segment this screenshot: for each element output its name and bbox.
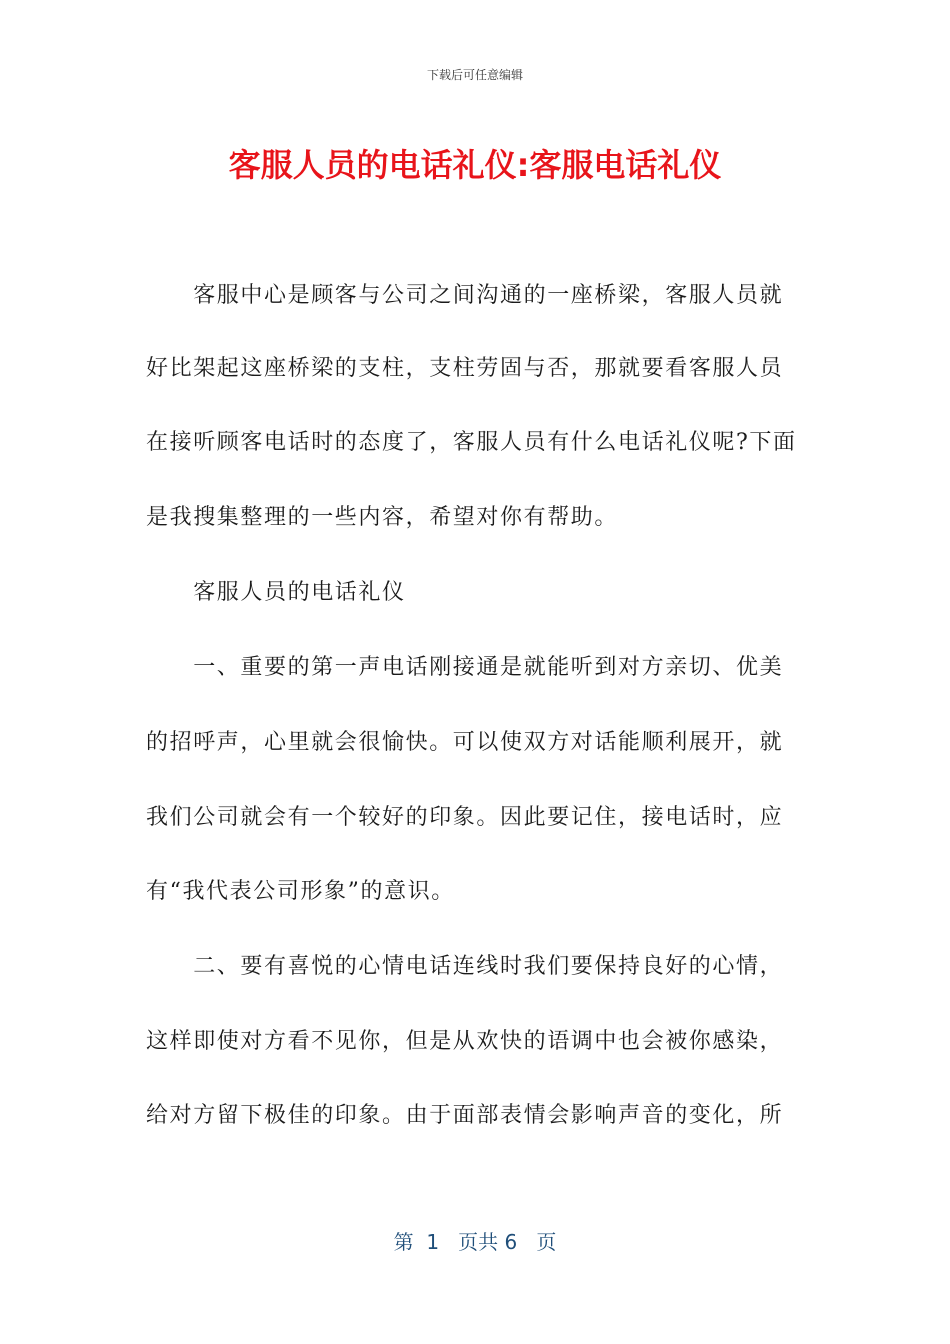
- body-line: 的招呼声，心里就会很愉快。可以使双方对话能顺利展开，就: [146, 730, 784, 755]
- body-line: 有“我代表公司形象”的意识。: [146, 879, 455, 904]
- body-line: 我们公司就会有一个较好的印象。因此要记住，接电话时，应: [146, 805, 784, 830]
- body-line: 客服中心是顾客与公司之间沟通的一座桥梁，客服人员就: [146, 283, 784, 308]
- page-footer: 第 1 页共 6 页: [393, 1230, 557, 1254]
- header-note: 下载后可任意编辑: [426, 68, 523, 82]
- section-heading: 客服人员的电话礼仪: [146, 580, 406, 605]
- body-line: 给对方留下极佳的印象。由于面部表情会影响声音的变化，所: [146, 1103, 784, 1128]
- body-line: 是我搜集整理的一些内容，希望对你有帮助。: [146, 505, 619, 530]
- body-line: 一、重要的第一声电话刚接通是就能听到对方亲切、优美: [146, 655, 784, 680]
- body-line: 好比架起这座桥梁的支柱，支柱劳固与否，那就要看客服人员: [146, 356, 784, 381]
- body-line: 二、要有喜悦的心情电话连线时我们要保持良好的心情，: [146, 954, 784, 979]
- body-line: 这样即使对方看不见你，但是从欢快的语调中也会被你感染，: [146, 1029, 784, 1054]
- body-line: 在接听顾客电话时的态度了，客服人员有什么电话礼仪呢?下面: [146, 430, 797, 455]
- document-title: 客服人员的电话礼仪:客服电话礼仪: [228, 146, 722, 184]
